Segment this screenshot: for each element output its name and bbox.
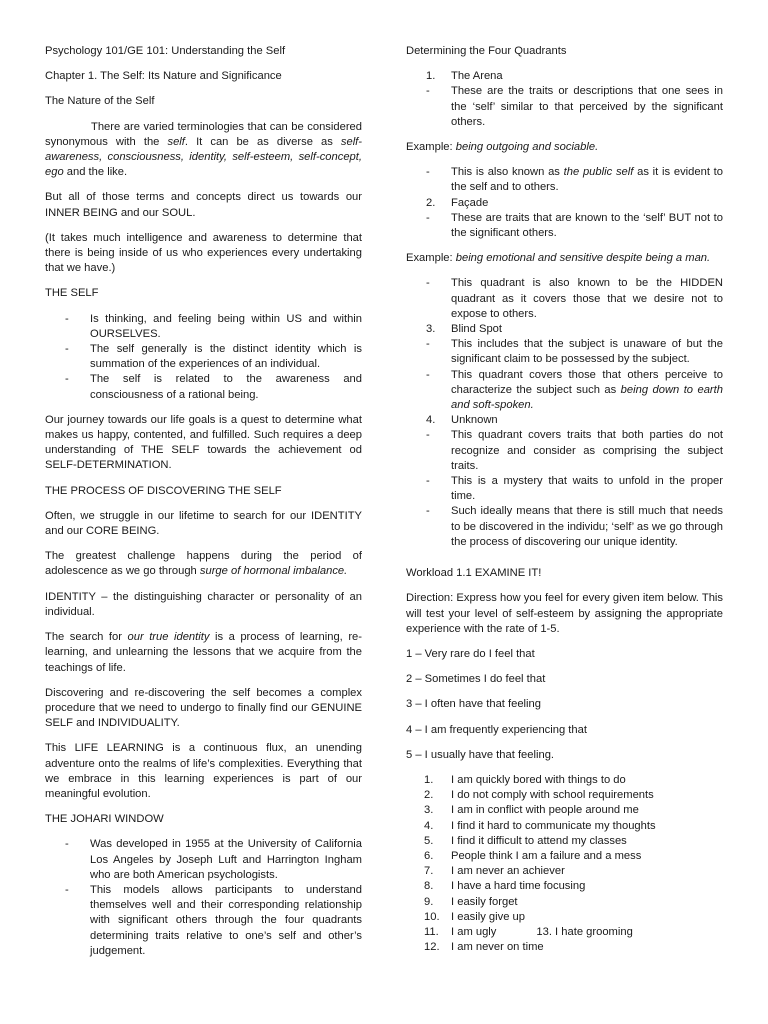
johari-list (45, 837, 362, 959)
quadrant-arena (406, 69, 723, 84)
heading-the-self: THE SELF (45, 287, 99, 300)
quadrant-title: 3. Blind Spot (426, 323, 502, 336)
self-list (45, 312, 362, 403)
right-column (406, 44, 723, 965)
course-title: Psychology 101/GE 101: Understanding the Self (45, 45, 286, 57)
list-item: 8. I have a hard time focusing (424, 880, 586, 893)
workload-direction: Direction: Express how you feel for every given item below. This will test your level of self-esteem by assigning the appropriate experience with the rate of 1-5. (406, 592, 723, 635)
list-item: 12. I am never on time (424, 941, 544, 954)
quadrant-title: 4. Unknown (426, 414, 498, 427)
paragraph-search: The search for our true identity is a process of learning, re-learning, and unlearning the lessons that we acquire from the teachings of life. (45, 631, 362, 674)
scale-item: 5 – I usually have that feeling. (406, 748, 555, 761)
list-item: - Was developed in 1955 at the University of California Los Angeles by Joseph Luft and Harrington Ingham who are both American psychologists. (45, 837, 362, 883)
paragraph-discovering: Discovering and re-discovering the self becomes a complex procedure that we need to undergo to finally find our GENUINE SELF and INDIVIDUALITY. (45, 686, 362, 730)
list-item: - These are traits that are known to the ‘self’ BUT not to the significant others. (406, 211, 723, 241)
list-item: - The self is related to the awareness and consciousness of a rational being. (45, 372, 362, 402)
blind-spot-description (406, 337, 723, 413)
paragraph-awareness: (It takes much intelligence and awareness to determine that there is being inside of us who experiences every undertaking that we have.) (45, 231, 362, 275)
list-item: 6. People think I am a failure and a mess (424, 849, 642, 862)
item-13: 13. I hate grooming (536, 925, 633, 938)
section-heading-nature: The Nature of the Self (45, 95, 155, 108)
quadrant-title: 1. The Arena (426, 70, 503, 83)
facade-description (406, 211, 723, 241)
chapter-title: Chapter 1. The Self: Its Nature and Significance (45, 70, 282, 83)
paragraph-struggle: Often, we struggle in our lifetime to search for our IDENTITY and our CORE BEING. (45, 509, 362, 538)
example-arena: Example: being outgoing and sociable. (406, 141, 599, 154)
example-facade: Example: being emotional and sensitive despite being a man. (406, 252, 711, 265)
scale-item: 1 – Very rare do I feel that (406, 647, 535, 660)
heading-four-quadrants: Determining the Four Quadrants (406, 45, 567, 57)
list-item: - The self generally is the distinct identity which is summation of the experiences of an individual. (45, 342, 362, 372)
list-item: 1. I am quickly bored with things to do (424, 773, 626, 786)
list-item: 2. I do not comply with school requirements (424, 789, 654, 802)
list-item: - This quadrant is also known to be the HIDDEN quadrant as it covers those that we desire not to expose to others. (406, 276, 723, 322)
quadrant-title: 2. Façade (426, 196, 489, 209)
paragraph-journey: Our journey towards our life goals is a quest to determine what makes us happy, contented, and fulfilled. Such requires a deep understanding of THE SELF towards the achievement od SELF-DETERMINATION. (45, 413, 362, 472)
list-item: 9. I easily forget (424, 895, 518, 908)
list-item: - This is a mystery that waits to unfold in the proper time. (406, 474, 723, 504)
list-item: - This is also known as the public self as it is evident to the self and to others. (406, 165, 723, 195)
arena-description (406, 84, 723, 130)
list-item: - This quadrant covers those that others perceive to characterize the subject such as being down to earth and soft-spoken. (406, 368, 723, 414)
scale-item: 2 – Sometimes I do feel that (406, 673, 546, 686)
list-item: - These are the traits or descriptions that one sees in the ‘self’ similar to that perceived by the significant others. (406, 84, 723, 130)
list-item: 3. I am in conflict with people around me (424, 804, 639, 817)
list-item: - This includes that the subject is unaware of but the significant claim to be possessed by the subject. (406, 337, 723, 367)
list-item: - This quadrant covers traits that both parties do not recognize and consider as comprising the subject traits. (406, 428, 723, 474)
left-column (45, 44, 362, 969)
list-item: 5. I find it difficult to attend my classes (424, 834, 627, 847)
heading-johari: THE JOHARI WINDOW (45, 813, 164, 826)
paragraph-challenge: The greatest challenge happens during the period of adolescence as we go through surge of hormonal imbalance. (45, 550, 362, 578)
list-item: 4. I find it hard to communicate my thoughts (424, 819, 656, 832)
paragraph-identity-definition: IDENTITY – the distinguishing character or personality of an individual. (45, 590, 362, 618)
list-item: - Such ideally means that there is still much that needs to be discovered in the individu; ‘self’ as we go through the process of discovering our unique identity. (406, 504, 723, 550)
list-item: - This models allows participants to understand themselves well and their corresponding relationship with significant others through the four quadrants determining traits relative to one’s self and other’s judgement. (45, 883, 362, 959)
quadrant-facade (406, 196, 723, 211)
unknown-description (406, 428, 723, 550)
quadrant-unknown (406, 413, 723, 428)
list-item: - Is thinking, and feeling being within US and within OURSELVES. (45, 312, 362, 342)
workload-items (406, 773, 723, 955)
scale-item: 4 – I am frequently experiencing that (406, 723, 587, 736)
list-item: 11. I am ugly 13. I hate grooming (424, 925, 633, 938)
heading-process: THE PROCESS OF DISCOVERING THE SELF (45, 484, 282, 497)
paragraph-inner-being: But all of those terms and concepts direct us towards our INNER BEING and our SOUL. (45, 191, 362, 219)
hidden-description (406, 276, 723, 322)
quadrant-blind-spot (406, 322, 723, 337)
list-item: 7. I am never an achiever (424, 865, 565, 878)
public-self-description (406, 165, 723, 195)
workload-title: Workload 1.1 EXAMINE IT! (406, 567, 542, 580)
paragraph-terminologies: There are varied terminologies that can be considered synonymous with the self. It can be as diverse as self-awareness, consciousness, identity, self-esteem, self-concept, ego and the like. (45, 120, 363, 179)
paragraph-life-learning: This LIFE LEARNING is a continuous flux, an unending adventure onto the realms of life’s complexities. Everything that we embrace in this learning experiences is part of our meaningful evolution. (45, 742, 362, 800)
list-item: 10. I easily give up (424, 910, 526, 923)
scale-item: 3 – I often have that feeling (406, 698, 541, 711)
